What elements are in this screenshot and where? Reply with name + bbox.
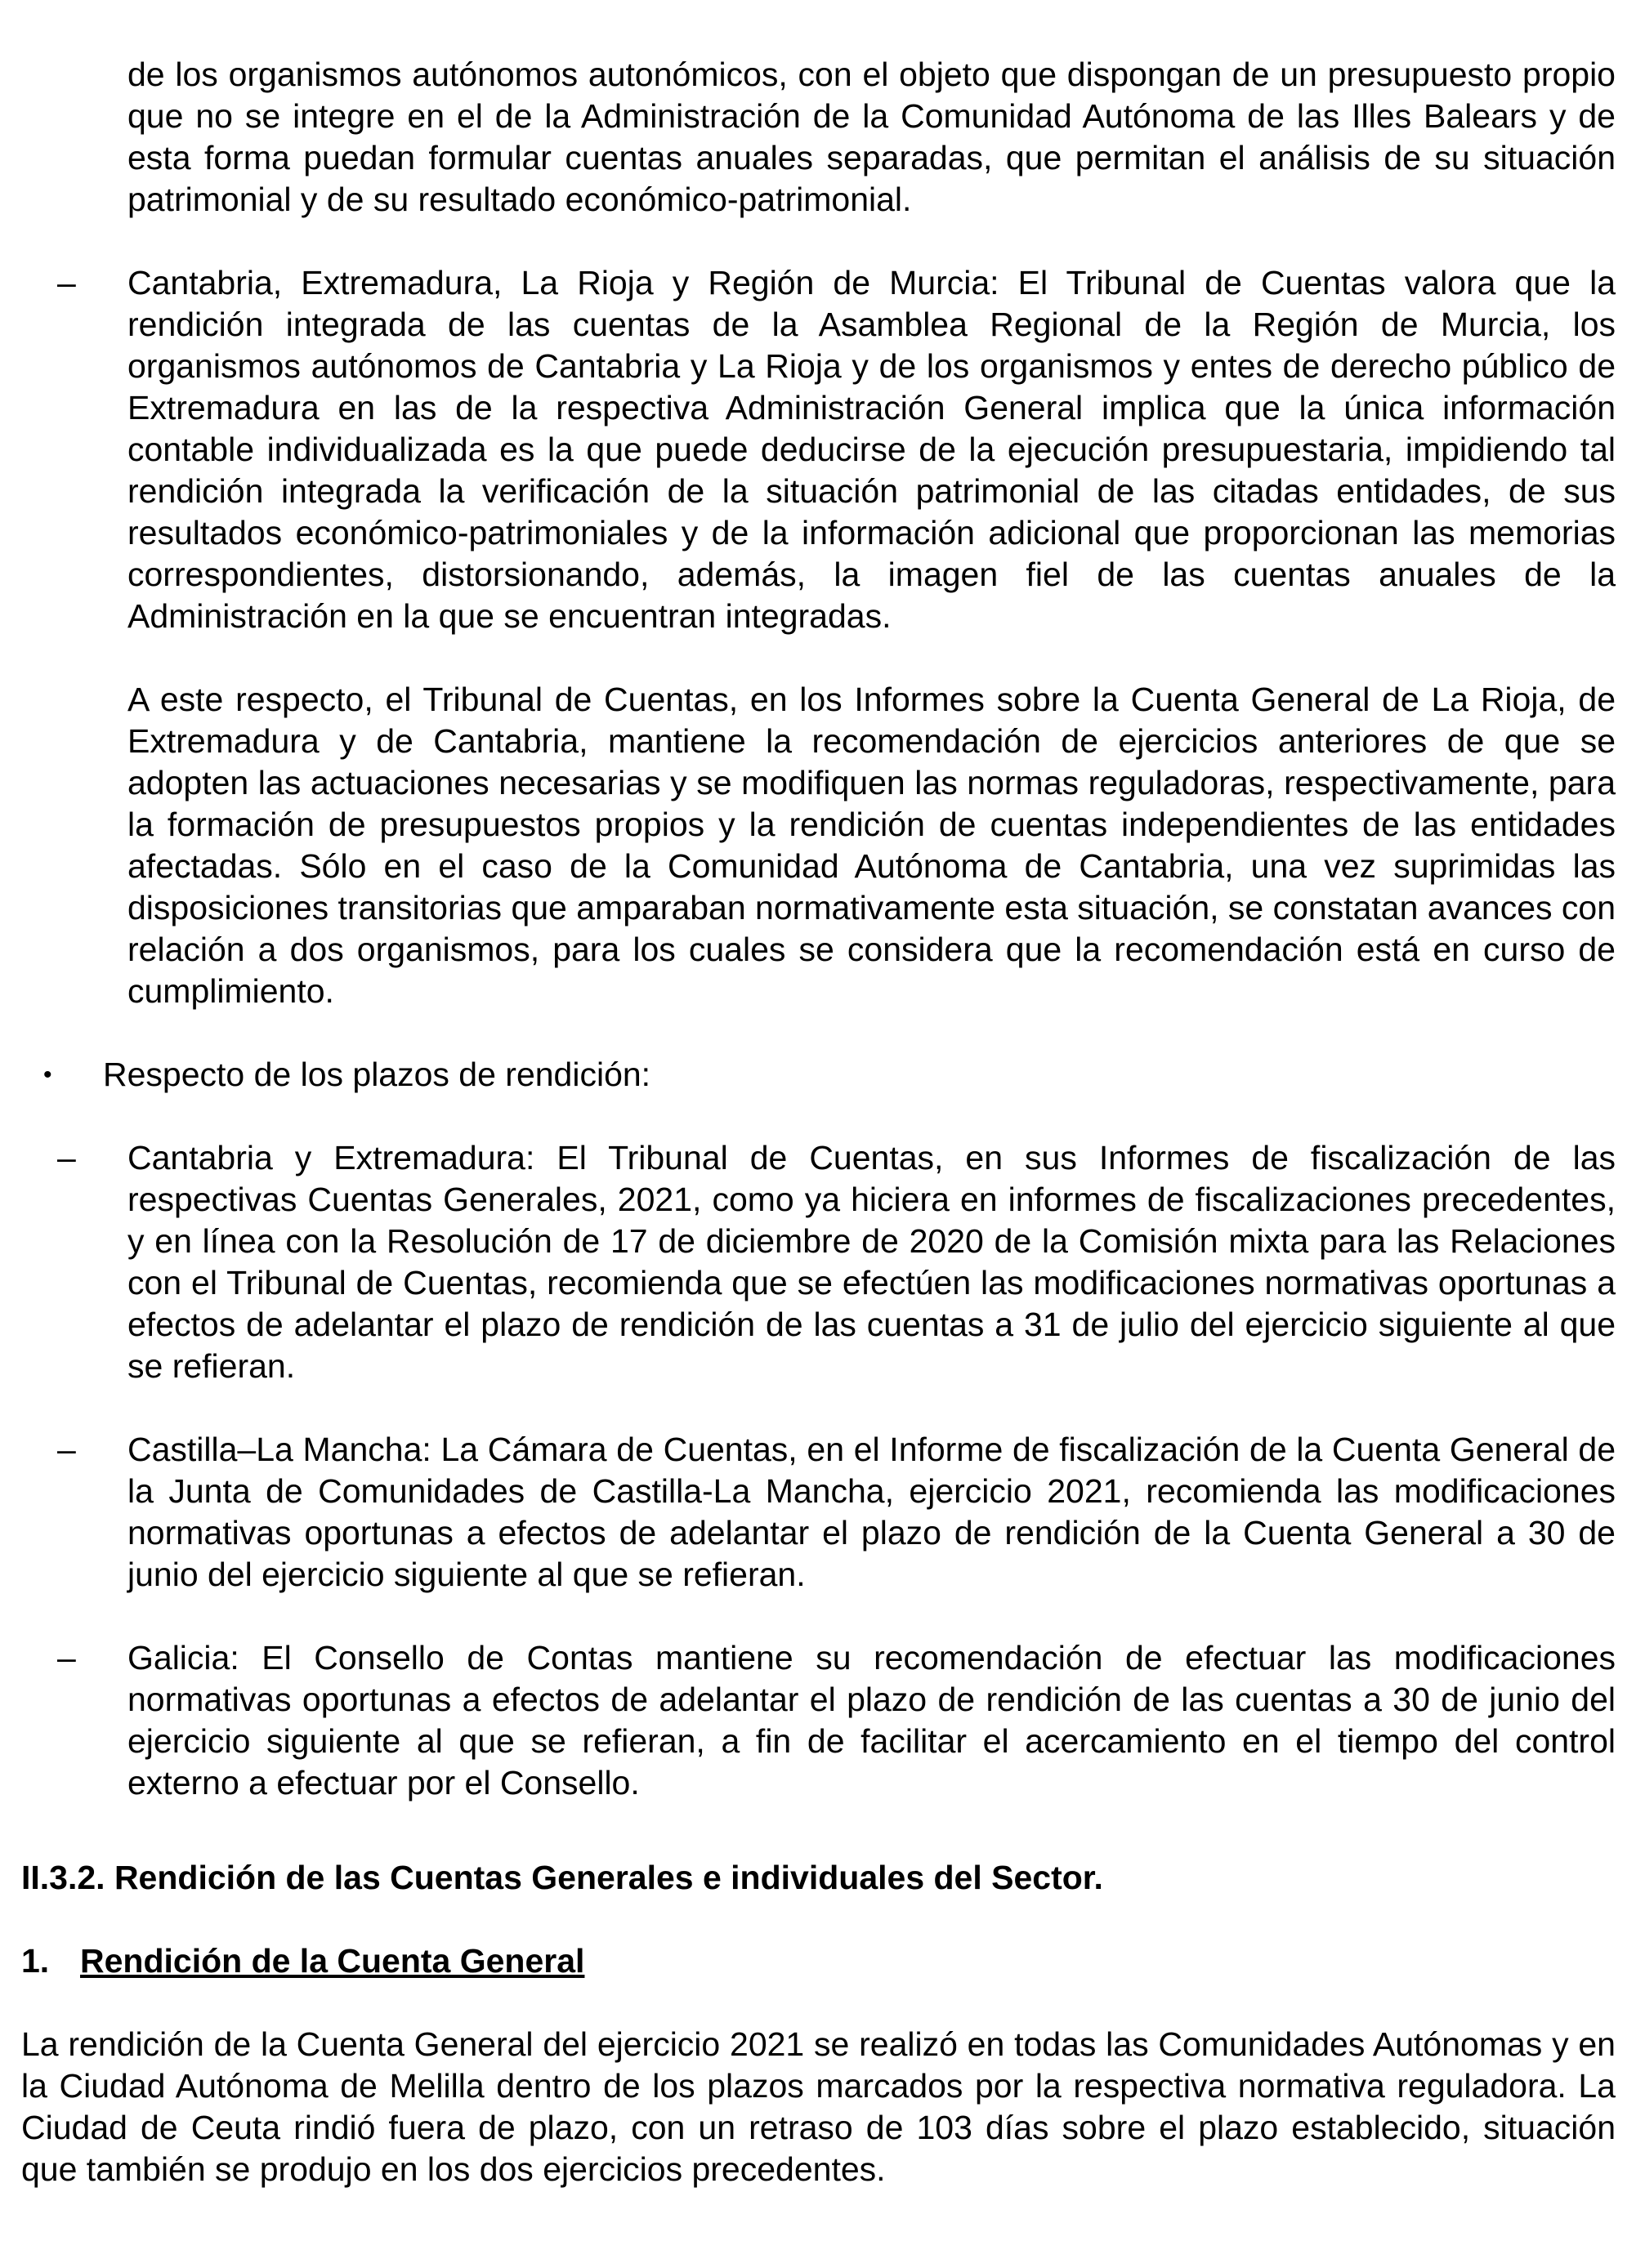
item-text: Galicia: El Consello de Contas mantiene su recomendación de efectuar las modificaciones normativas oportunas a efectos de adelantar el plazo de rendición de las cuentas a 30 de junio del ejercicio siguiente al que se refieran, a fin de facilitar el acercamiento en el tiempo del control externo a efectuar por el Consello. — [127, 1639, 1616, 1801]
dash-marker: – — [57, 264, 76, 301]
dash-marker: – — [57, 1431, 76, 1468]
dash-list-item-cantabria-extremadura — [21, 1137, 1616, 1387]
subsection-heading — [21, 1940, 1616, 1982]
dash-list-item-castilla-la-mancha — [21, 1429, 1616, 1596]
continuation-paragraph: de los organismos autónomos autonómicos, con el objeto que dispongan de un presupuesto propio que no se integre en el de la Administración de la Comunidad Autónoma de las Illes Balears y de esta forma puedan formular cuentas anuales separadas, que permitan el análisis de su situación patrimonial y de su resultado económico-patrimonial. — [127, 56, 1616, 218]
item-text: Cantabria y Extremadura: El Tribunal de Cuentas, en sus Informes de fiscalización de las respectivas Cuentas Generales, 2021, como ya hiciera en informes de fiscalizaciones precedentes, y en línea con la Resolución de 17 de diciembre de 2020 de la Comisión mixta para las Relaciones con el Tribunal de Cuentas, recomienda que se efectúen las modificaciones normativas oportunas a efectos de adelantar el plazo de rendición de las cuentas a 31 de julio del ejercicio siguiente al que se refieran. — [127, 1139, 1616, 1385]
section-heading: II.3.2. Rendición de las Cuentas Generales e individuales del Sector. — [21, 1859, 1103, 1896]
dash-marker: – — [57, 1139, 76, 1176]
dash-list-item-galicia — [21, 1637, 1616, 1804]
subsection-number: 1. — [21, 1942, 50, 1980]
dash-marker: – — [57, 1639, 76, 1676]
item-text: Cantabria, Extremadura, La Rioja y Región de Murcia: El Tribunal de Cuentas valora que la rendición integrada de las cuentas de la Asamblea Regional de la Región de Murcia, los organismos autónomos de Cantabria y La Rioja y de los organismos y entes de derecho público de Extremadura en las de la respectiva Administración General implica que la única información contable individualizada es la que puede deducirse de la ejecución presupuestaria, impidiendo tal rendición integrada la verificación de la situación patrimonial de las citadas entidades, de sus resultados económico-patrimoniales y de la información adicional que proporcionan las memorias correspondientes, distorsionando, además, la imagen fiel de las cuentas anuales de la Administración en la que se encuentran integradas. — [127, 264, 1616, 635]
item-text: Castilla–La Mancha: La Cámara de Cuentas, en el Informe de fiscalización de la Cuenta General de la Junta de Comunidades de Castilla-La Mancha, ejercicio 2021, recomienda las modificaciones normativas oportunas a efectos de adelantar el plazo de rendición de la Cuenta General a 30 de junio del ejercicio siguiente al que se refieran. — [127, 1431, 1616, 1593]
bullet-text: Respecto de los plazos de rendición: — [103, 1056, 651, 1093]
bullet-marker: • — [43, 1061, 52, 1088]
final-paragraph: La rendición de la Cuenta General del ejercicio 2021 se realizó en todas las Comunidades Autónomas y en la Ciudad Autónoma de Melilla dentro de los plazos marcados por la respectiva normativa reguladora. La Ciudad de Ceuta rindió fuera de plazo, con un retraso de 103 días sobre el plazo establecido, situación que también se produjo en los dos ejercicios precedentes. — [21, 2025, 1616, 2188]
dash-list-item-cantabria-extremadura-rioja-murcia — [21, 262, 1616, 637]
document-page — [21, 54, 1616, 2190]
subsection-title: Rendición de la Cuenta General — [80, 1942, 585, 1980]
respecto-paragraph: A este respecto, el Tribunal de Cuentas, en los Informes sobre la Cuenta General de La Rioja, de Extremadura y de Cantabria, mantiene la recomendación de ejercicios anteriores de que se adopten las actuaciones necesarias y se modifiquen las normas reguladoras, respectivamente, para la formación de presupuestos propios y la rendición de cuentas independientes de las entidades afectadas. Sólo en el caso de la Comunidad Autónoma de Cantabria, una vez suprimidas las disposiciones transitorias que amparaban normativamente esta situación, se constatan avances con relación a dos organismos, para los cuales se considera que la recomendación está en curso de cumplimiento. — [127, 681, 1616, 1010]
bullet-list-item-plazos — [21, 1054, 1616, 1096]
